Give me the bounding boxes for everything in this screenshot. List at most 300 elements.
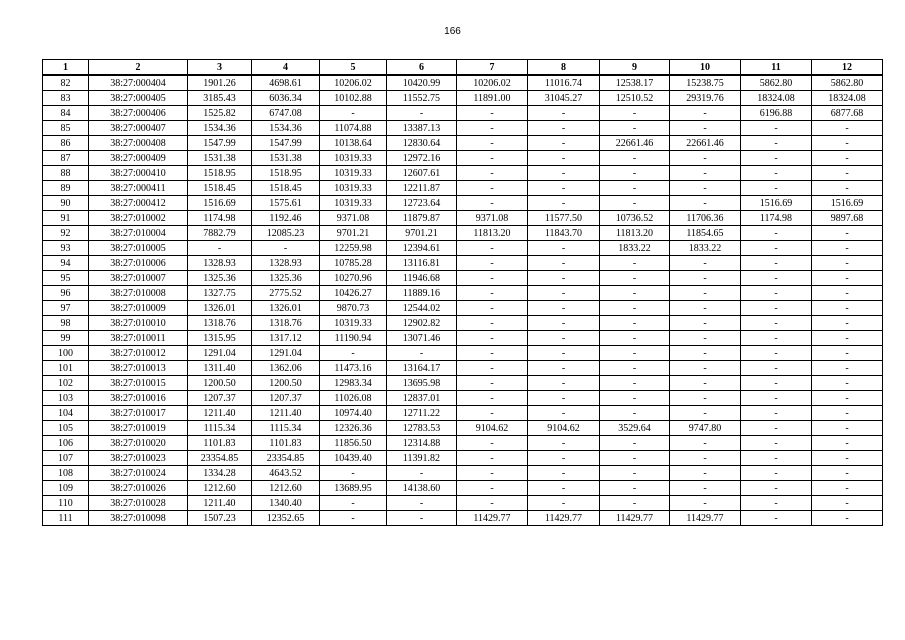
- table-cell: 10785.28: [320, 256, 387, 271]
- table-cell: 1311.40: [188, 361, 252, 376]
- table-cell: 7882.79: [188, 226, 252, 241]
- table-cell: 11429.77: [528, 511, 600, 526]
- table-cell: 87: [43, 151, 89, 166]
- table-body: [43, 75, 883, 526]
- table-row: [43, 436, 883, 451]
- table-cell: 102: [43, 376, 89, 391]
- table-cell: 10319.33: [320, 166, 387, 181]
- table-cell: 1326.01: [188, 301, 252, 316]
- table-cell: -: [812, 421, 883, 436]
- table-cell: -: [600, 466, 670, 481]
- table-cell: -: [670, 481, 741, 496]
- table-cell: 38:27:010005: [89, 241, 188, 256]
- table-cell: -: [457, 361, 528, 376]
- table-cell: -: [812, 436, 883, 451]
- table-cell: 11473.16: [320, 361, 387, 376]
- table-cell: 11552.75: [387, 91, 457, 106]
- table-cell: 88: [43, 166, 89, 181]
- table-cell: 97: [43, 301, 89, 316]
- table-cell: 11190.94: [320, 331, 387, 346]
- table-cell: 1200.50: [252, 376, 320, 391]
- table-cell: -: [457, 196, 528, 211]
- table-cell: 29319.76: [670, 91, 741, 106]
- table-cell: 1115.34: [188, 421, 252, 436]
- table-cell: -: [812, 481, 883, 496]
- table-cell: 38:27:000409: [89, 151, 188, 166]
- table-cell: -: [670, 391, 741, 406]
- table-cell: -: [457, 136, 528, 151]
- table-row: [43, 421, 883, 436]
- table-cell: 12902.82: [387, 316, 457, 331]
- table-cell: 38:27:000406: [89, 106, 188, 121]
- table-row: [43, 241, 883, 256]
- table-cell: -: [741, 481, 812, 496]
- column-header-4: 4: [252, 60, 320, 76]
- table-cell: 12711.22: [387, 406, 457, 421]
- table-cell: -: [600, 256, 670, 271]
- table-cell: 100: [43, 346, 89, 361]
- table-cell: 11813.20: [600, 226, 670, 241]
- table-row: [43, 136, 883, 151]
- table-cell: -: [528, 181, 600, 196]
- table-cell: -: [457, 271, 528, 286]
- table-cell: -: [670, 166, 741, 181]
- table-row: [43, 256, 883, 271]
- table-cell: -: [812, 496, 883, 511]
- table-cell: 38:27:010017: [89, 406, 188, 421]
- table-cell: 1525.82: [188, 106, 252, 121]
- table-row: [43, 331, 883, 346]
- table-cell: -: [741, 346, 812, 361]
- table-cell: 1174.98: [741, 211, 812, 226]
- table-cell: 13071.46: [387, 331, 457, 346]
- table-cell: -: [600, 331, 670, 346]
- table-cell: -: [812, 391, 883, 406]
- table-cell: 38:27:000405: [89, 91, 188, 106]
- table-cell: -: [600, 436, 670, 451]
- table-cell: 1207.37: [252, 391, 320, 406]
- table-cell: -: [457, 286, 528, 301]
- table-row: [43, 451, 883, 466]
- table-cell: 11429.77: [457, 511, 528, 526]
- table-cell: 1507.23: [188, 511, 252, 526]
- table-cell: -: [812, 271, 883, 286]
- table-cell: -: [812, 151, 883, 166]
- table-cell: 10138.64: [320, 136, 387, 151]
- table-cell: 106: [43, 436, 89, 451]
- column-header-10: 10: [670, 60, 741, 76]
- table-cell: 89: [43, 181, 89, 196]
- table-cell: 13116.81: [387, 256, 457, 271]
- table-cell: -: [528, 136, 600, 151]
- table-cell: 1101.83: [188, 436, 252, 451]
- table-cell: -: [600, 286, 670, 301]
- table-cell: 5862.80: [812, 75, 883, 91]
- table-cell: 10319.33: [320, 196, 387, 211]
- table-cell: 2775.52: [252, 286, 320, 301]
- table-cell: 38:27:000404: [89, 75, 188, 91]
- table-cell: -: [320, 511, 387, 526]
- table-cell: 12972.16: [387, 151, 457, 166]
- table-cell: -: [600, 106, 670, 121]
- table-cell: 5862.80: [741, 75, 812, 91]
- table-cell: 12326.36: [320, 421, 387, 436]
- table-cell: 12394.61: [387, 241, 457, 256]
- table-row: [43, 166, 883, 181]
- table-cell: 9701.21: [387, 226, 457, 241]
- table-cell: 4643.52: [252, 466, 320, 481]
- table-cell: 38:27:010011: [89, 331, 188, 346]
- table-cell: 12837.01: [387, 391, 457, 406]
- table-row: [43, 511, 883, 526]
- table-cell: 38:27:010015: [89, 376, 188, 391]
- table-cell: -: [741, 286, 812, 301]
- table-cell: -: [741, 466, 812, 481]
- table-cell: 11854.65: [670, 226, 741, 241]
- table-cell: -: [670, 376, 741, 391]
- table-cell: 1315.95: [188, 331, 252, 346]
- table-cell: 9870.73: [320, 301, 387, 316]
- table-cell: 10974.40: [320, 406, 387, 421]
- table-cell: 11946.68: [387, 271, 457, 286]
- table-cell: -: [457, 151, 528, 166]
- table-row: [43, 271, 883, 286]
- table-row: [43, 211, 883, 226]
- table-cell: -: [812, 331, 883, 346]
- column-header-3: 3: [188, 60, 252, 76]
- table-cell: 1547.99: [252, 136, 320, 151]
- table-cell: 38:27:000408: [89, 136, 188, 151]
- table-cell: -: [670, 361, 741, 376]
- table-cell: -: [528, 316, 600, 331]
- table-cell: 10206.02: [457, 75, 528, 91]
- table-cell: -: [600, 121, 670, 136]
- table-cell: 6196.88: [741, 106, 812, 121]
- table-cell: -: [600, 391, 670, 406]
- column-header-7: 7: [457, 60, 528, 76]
- table-cell: 1340.40: [252, 496, 320, 511]
- table-cell: -: [320, 496, 387, 511]
- page-number: 166: [444, 26, 461, 37]
- table-cell: -: [528, 301, 600, 316]
- table-cell: 1516.69: [188, 196, 252, 211]
- table-cell: 95: [43, 271, 89, 286]
- table-cell: 11429.77: [670, 511, 741, 526]
- table-cell: -: [600, 406, 670, 421]
- table-cell: 23354.85: [252, 451, 320, 466]
- table-cell: 13695.98: [387, 376, 457, 391]
- table-cell: 38:27:010020: [89, 436, 188, 451]
- table-cell: 1325.36: [188, 271, 252, 286]
- table-cell: -: [600, 376, 670, 391]
- table-cell: -: [741, 496, 812, 511]
- table-cell: 111: [43, 511, 89, 526]
- column-header-6: 6: [387, 60, 457, 76]
- table-cell: 93: [43, 241, 89, 256]
- table-cell: 38:27:010012: [89, 346, 188, 361]
- table-cell: -: [741, 406, 812, 421]
- table-cell: 1115.34: [252, 421, 320, 436]
- table-cell: -: [812, 241, 883, 256]
- table-cell: -: [670, 436, 741, 451]
- table-cell: 1531.38: [188, 151, 252, 166]
- table-cell: -: [741, 451, 812, 466]
- table-cell: 1317.12: [252, 331, 320, 346]
- table-cell: -: [528, 256, 600, 271]
- table-cell: -: [741, 316, 812, 331]
- table-cell: 94: [43, 256, 89, 271]
- table-cell: -: [812, 376, 883, 391]
- table-cell: 12352.65: [252, 511, 320, 526]
- table-cell: 11813.20: [457, 226, 528, 241]
- table-row: [43, 496, 883, 511]
- table-cell: 11391.82: [387, 451, 457, 466]
- table-cell: 38:27:000407: [89, 121, 188, 136]
- table-cell: 12544.02: [387, 301, 457, 316]
- table-cell: -: [528, 496, 600, 511]
- table-cell: 38:27:010006: [89, 256, 188, 271]
- table-row: [43, 226, 883, 241]
- table-cell: -: [741, 361, 812, 376]
- table-cell: -: [457, 241, 528, 256]
- table-cell: 9104.62: [528, 421, 600, 436]
- table-cell: -: [457, 436, 528, 451]
- table-cell: 13689.95: [320, 481, 387, 496]
- table-cell: 11016.74: [528, 75, 600, 91]
- table-cell: -: [812, 181, 883, 196]
- table-cell: -: [670, 181, 741, 196]
- table-cell: 38:27:010010: [89, 316, 188, 331]
- table-cell: -: [812, 466, 883, 481]
- column-header-5: 5: [320, 60, 387, 76]
- table-cell: 1211.40: [188, 406, 252, 421]
- table-cell: 38:27:010009: [89, 301, 188, 316]
- table-cell: -: [670, 331, 741, 346]
- table-cell: 10426.27: [320, 286, 387, 301]
- column-header-8: 8: [528, 60, 600, 76]
- table-row: [43, 346, 883, 361]
- table-row: [43, 376, 883, 391]
- table-cell: -: [812, 166, 883, 181]
- table-cell: 6747.08: [252, 106, 320, 121]
- table-cell: -: [457, 121, 528, 136]
- table-cell: -: [387, 496, 457, 511]
- table-cell: 38:27:010098: [89, 511, 188, 526]
- table-cell: 104: [43, 406, 89, 421]
- table-cell: 38:27:010019: [89, 421, 188, 436]
- table-cell: 1318.76: [252, 316, 320, 331]
- table-cell: 1516.69: [741, 196, 812, 211]
- table-cell: 22661.46: [600, 136, 670, 151]
- table-cell: 38:27:010013: [89, 361, 188, 376]
- table-cell: -: [812, 406, 883, 421]
- table-cell: -: [528, 346, 600, 361]
- table-cell: -: [528, 106, 600, 121]
- table-cell: -: [457, 466, 528, 481]
- table-cell: 1327.75: [188, 286, 252, 301]
- table-cell: 82: [43, 75, 89, 91]
- table-cell: 12211.87: [387, 181, 457, 196]
- table-cell: -: [457, 346, 528, 361]
- table-row: [43, 181, 883, 196]
- table-cell: 1334.28: [188, 466, 252, 481]
- table-cell: 109: [43, 481, 89, 496]
- table-cell: -: [600, 496, 670, 511]
- table-cell: 3529.64: [600, 421, 670, 436]
- table-cell: -: [457, 316, 528, 331]
- table-cell: 11843.70: [528, 226, 600, 241]
- table-cell: 92: [43, 226, 89, 241]
- table-cell: 105: [43, 421, 89, 436]
- table-row: [43, 106, 883, 121]
- table-cell: 38:27:010008: [89, 286, 188, 301]
- data-table: [42, 59, 883, 526]
- table-cell: 98: [43, 316, 89, 331]
- table-cell: 108: [43, 466, 89, 481]
- table-cell: -: [670, 496, 741, 511]
- table-cell: -: [670, 151, 741, 166]
- table-cell: 12830.64: [387, 136, 457, 151]
- column-header-11: 11: [741, 60, 812, 76]
- table-cell: -: [812, 316, 883, 331]
- table-cell: 3185.43: [188, 91, 252, 106]
- table-cell: 9104.62: [457, 421, 528, 436]
- table-cell: -: [741, 331, 812, 346]
- table-cell: -: [528, 121, 600, 136]
- table-cell: -: [457, 406, 528, 421]
- table-cell: 11856.50: [320, 436, 387, 451]
- table-cell: 11706.36: [670, 211, 741, 226]
- table-cell: -: [457, 256, 528, 271]
- table-cell: 13164.17: [387, 361, 457, 376]
- table-cell: -: [457, 331, 528, 346]
- table-cell: 38:27:010024: [89, 466, 188, 481]
- table-cell: 99: [43, 331, 89, 346]
- table-cell: -: [457, 106, 528, 121]
- table-cell: -: [528, 196, 600, 211]
- table-cell: -: [600, 481, 670, 496]
- table-cell: 4698.61: [252, 75, 320, 91]
- table-row: [43, 391, 883, 406]
- table-cell: 10420.99: [387, 75, 457, 91]
- table-cell: -: [812, 226, 883, 241]
- table-cell: -: [528, 331, 600, 346]
- table-cell: 1207.37: [188, 391, 252, 406]
- table-cell: 38:27:010007: [89, 271, 188, 286]
- table-row: [43, 91, 883, 106]
- table-cell: -: [741, 376, 812, 391]
- table-cell: 1518.95: [188, 166, 252, 181]
- table-row: [43, 151, 883, 166]
- table-cell: -: [741, 241, 812, 256]
- table-cell: 38:27:000410: [89, 166, 188, 181]
- table-cell: -: [528, 481, 600, 496]
- table-cell: 86: [43, 136, 89, 151]
- table-cell: 12783.53: [387, 421, 457, 436]
- table-cell: -: [320, 466, 387, 481]
- table-cell: 1101.83: [252, 436, 320, 451]
- table-cell: -: [600, 361, 670, 376]
- table-cell: -: [528, 436, 600, 451]
- table-cell: -: [600, 346, 670, 361]
- table-cell: 10736.52: [600, 211, 670, 226]
- table-cell: -: [600, 316, 670, 331]
- table-cell: -: [812, 121, 883, 136]
- table-cell: -: [670, 271, 741, 286]
- table-cell: -: [600, 301, 670, 316]
- table-row: [43, 301, 883, 316]
- table-cell: 1518.45: [188, 181, 252, 196]
- table-cell: -: [670, 121, 741, 136]
- table-cell: 13387.13: [387, 121, 457, 136]
- table-cell: 10439.40: [320, 451, 387, 466]
- table-cell: 18324.08: [812, 91, 883, 106]
- table-cell: -: [600, 151, 670, 166]
- table-cell: 11429.77: [600, 511, 670, 526]
- table-cell: -: [600, 181, 670, 196]
- table-cell: 11889.16: [387, 286, 457, 301]
- table-cell: 1534.36: [252, 121, 320, 136]
- table-cell: 9747.80: [670, 421, 741, 436]
- table-cell: 1518.45: [252, 181, 320, 196]
- table-cell: 103: [43, 391, 89, 406]
- table-cell: -: [670, 466, 741, 481]
- table-cell: -: [741, 256, 812, 271]
- table-cell: -: [457, 301, 528, 316]
- table-cell: 10270.96: [320, 271, 387, 286]
- table-cell: 1833.22: [670, 241, 741, 256]
- table-cell: -: [670, 301, 741, 316]
- table-cell: 91: [43, 211, 89, 226]
- table-cell: 12983.34: [320, 376, 387, 391]
- table-cell: 1212.60: [252, 481, 320, 496]
- table-cell: 38:27:010028: [89, 496, 188, 511]
- table-cell: -: [670, 406, 741, 421]
- column-header-9: 9: [600, 60, 670, 76]
- table-cell: -: [528, 151, 600, 166]
- table-cell: -: [528, 376, 600, 391]
- table-cell: 12538.17: [600, 75, 670, 91]
- table-cell: 23354.85: [188, 451, 252, 466]
- table-cell: 1518.95: [252, 166, 320, 181]
- table-cell: -: [741, 226, 812, 241]
- table-cell: -: [528, 241, 600, 256]
- table-cell: 1325.36: [252, 271, 320, 286]
- column-header-12: 12: [812, 60, 883, 76]
- table-cell: 110: [43, 496, 89, 511]
- table-cell: 6877.68: [812, 106, 883, 121]
- table-cell: 12259.98: [320, 241, 387, 256]
- table-cell: 96: [43, 286, 89, 301]
- table-cell: 9897.68: [812, 211, 883, 226]
- table-cell: -: [600, 271, 670, 286]
- table-cell: 84: [43, 106, 89, 121]
- table-cell: 1212.60: [188, 481, 252, 496]
- table-row: [43, 361, 883, 376]
- table-cell: -: [457, 481, 528, 496]
- column-header-1: 1: [43, 60, 89, 76]
- table-cell: 10319.33: [320, 151, 387, 166]
- table-cell: 85: [43, 121, 89, 136]
- table-cell: -: [188, 241, 252, 256]
- table-cell: -: [528, 406, 600, 421]
- table-cell: -: [812, 256, 883, 271]
- table-cell: 11891.00: [457, 91, 528, 106]
- table-row: [43, 316, 883, 331]
- table-cell: 1547.99: [188, 136, 252, 151]
- table-cell: 1362.06: [252, 361, 320, 376]
- table-cell: 12607.61: [387, 166, 457, 181]
